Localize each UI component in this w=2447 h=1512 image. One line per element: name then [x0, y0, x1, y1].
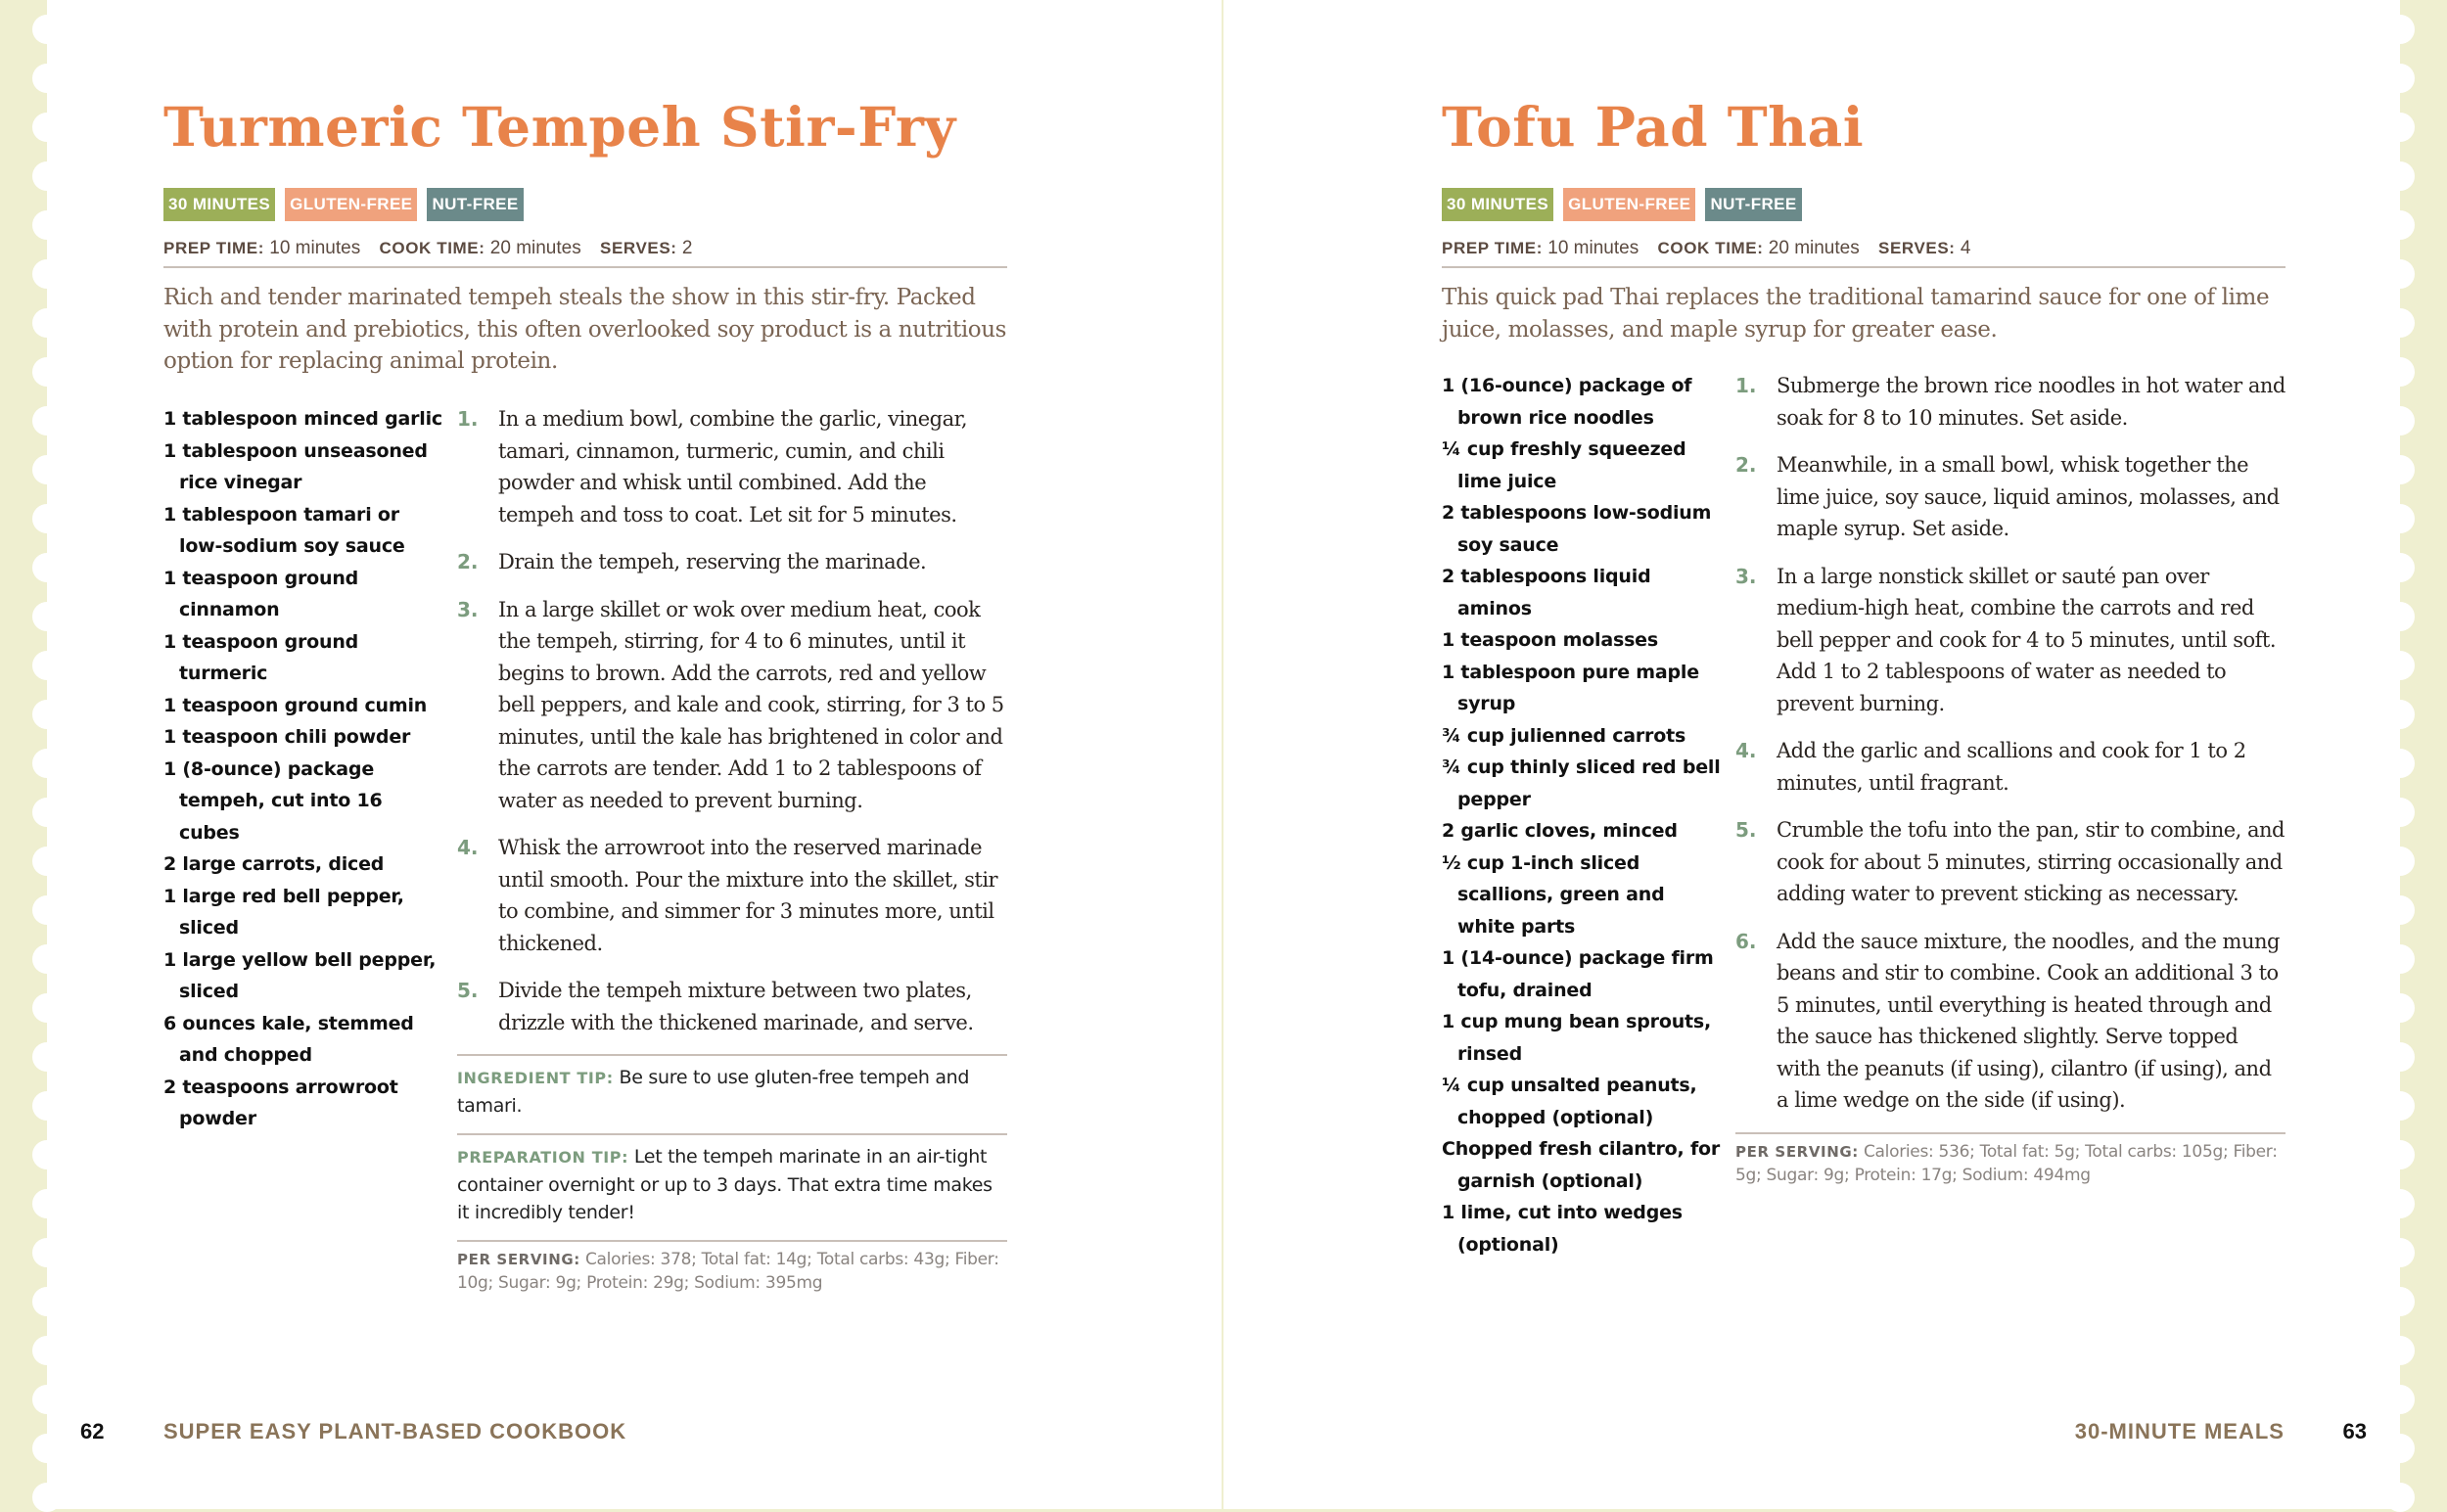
right-page-number: 63: [2342, 1419, 2367, 1443]
scallop-dot: [2385, 406, 2415, 435]
scallop-dot: [2385, 15, 2415, 44]
prep-time-value: 10 minutes: [269, 238, 361, 258]
scallop-dot: [32, 259, 62, 289]
scallop-dot: [32, 455, 62, 484]
scallop-dot: [2385, 357, 2415, 387]
scallop-dot: [2385, 602, 2415, 631]
ingredient-tip-text: Be sure to use gluten-free tempeh and tamari.: [457, 1067, 970, 1117]
scallop-dot: [2385, 1287, 2415, 1316]
step-item: [457, 546, 1007, 578]
recipe-tofu-pad-thai: [1442, 88, 2285, 1256]
scallop-dot: [32, 1091, 62, 1121]
ingredient-item: 1 tablespoon tamari or low-sodium soy sauce: [163, 503, 405, 557]
ingredient-item: ½ cup 1-inch sliced scallions, green and white parts: [1442, 851, 1665, 938]
scallop-dot: [2385, 944, 2415, 974]
scallop-dot: [2385, 700, 2415, 729]
ingredient-item: ¼ cup unsalted peanuts, chopped (optional): [1442, 1075, 1697, 1128]
scallop-dot: [2385, 113, 2415, 142]
scallop-dot: [32, 406, 62, 435]
step-text: In a medium bowl, combine the garlic, vinegar, tamari, cinnamon, turmeric, cumin, and chili powder and whisk until combined. Add the tempeh and toss to coat. Let sit for 5 minutes.: [498, 407, 968, 527]
step-number: 3.: [457, 597, 479, 621]
scallop-dot: [2385, 210, 2415, 240]
ingredient-item: ¼ cup freshly squeezed lime juice: [1442, 438, 1686, 492]
step-item: [1735, 370, 2285, 434]
step-list: [457, 403, 1007, 1038]
ingredient-item: 1 large yellow bell pepper, sliced: [163, 948, 437, 1002]
ingredient-item: 2 tablespoons liquid aminos: [1442, 566, 1651, 619]
preparation-tip-label: PREPARATION TIP:: [457, 1148, 629, 1167]
scallop-dot: [2385, 259, 2415, 289]
step-number: 4.: [1735, 739, 1757, 762]
ingredient-item: 1 teaspoon molasses: [1442, 629, 1658, 651]
recipe-title: Tofu Pad Thai: [1442, 95, 1865, 159]
scallop-dot: [32, 651, 62, 680]
scallop-dot: [32, 1385, 62, 1414]
scallop-dot: [32, 64, 62, 93]
step-text: Meanwhile, in a small bowl, whisk together the lime juice, soy sauce, liquid aminos, molasses, and maple syrup. Set aside.: [1777, 453, 2280, 540]
scallop-dot: [32, 308, 62, 338]
ingredient-item: ¾ cup julienned carrots: [1442, 724, 1686, 747]
scallop-dot: [32, 1287, 62, 1316]
step-item: [1735, 926, 2285, 1117]
scallop-dot: [2385, 895, 2415, 925]
scallop-dot: [32, 895, 62, 925]
ingredient-item: 2 garlic cloves, minced: [1442, 820, 1678, 842]
serves-value: 4: [1960, 238, 1971, 258]
scallop-dot: [32, 1140, 62, 1169]
step-item: [1735, 814, 2285, 910]
step-item: [457, 403, 1007, 530]
step-list: [1735, 370, 2285, 1117]
scallop-dot: [2385, 1434, 2415, 1463]
recipe-tags: [163, 188, 1007, 221]
scallop-dot: [32, 1189, 62, 1218]
scallop-dot: [2385, 993, 2415, 1023]
prep-time-label: PREP TIME:: [1442, 239, 1543, 257]
scallop-dot: [2385, 1483, 2415, 1512]
ingredient-item: 2 teaspoons arrowroot powder: [163, 1076, 398, 1129]
scallop-dot: [32, 602, 62, 631]
step-number: 3.: [1735, 564, 1757, 588]
tag-nut-free: NUT-FREE: [427, 188, 523, 221]
right-running-footer: 30-MINUTE MEALS: [2074, 1419, 2285, 1443]
ingredient-item: 1 (14-ounce) package firm tofu, drained: [1442, 947, 1714, 1001]
step-number: 5.: [457, 979, 479, 1002]
recipe-meta: [163, 231, 1007, 268]
cook-time-label: COOK TIME:: [1657, 239, 1764, 257]
left-scallop-edge: [33, 0, 61, 1509]
scallop-dot: [2385, 847, 2415, 876]
ingredient-list: [163, 403, 447, 1135]
scallop-dot: [2385, 308, 2415, 338]
right-scallop-edge: [2386, 0, 2414, 1509]
step-text: Divide the tempeh mixture between two plates, drizzle with the thickened marinade, and serve.: [498, 979, 974, 1034]
recipe-meta: [1442, 231, 2285, 268]
scallop-dot: [32, 993, 62, 1023]
ingredient-item: 1 teaspoon ground turmeric: [163, 630, 359, 684]
prep-time-value: 10 minutes: [1547, 238, 1639, 258]
preparation-tip: [457, 1133, 1007, 1226]
serves-value: 2: [681, 238, 693, 258]
tag-gluten-free: GLUTEN-FREE: [285, 188, 417, 221]
recipe-title: Turmeric Tempeh Stir-Fry: [163, 95, 956, 159]
cook-time-value: 20 minutes: [1768, 238, 1860, 258]
scallop-dot: [2385, 749, 2415, 778]
scallop-dot: [32, 749, 62, 778]
ingredient-item: 1 teaspoon chili powder: [163, 726, 411, 748]
scallop-dot: [2385, 1189, 2415, 1218]
tag-30-minutes: 30 MINUTES: [163, 188, 275, 221]
step-text: In a large skillet or wok over medium heat, cook the tempeh, stirring, for 4 to 6 minutes, until it begins to brown. Add the carrots, red and yellow bell peppers, and kale and cook, stirring, for 3 to 5 minutes, until the kale has brightened in color and the carrots are tender. Add 1 to 2 tablespoons of water as needed to prevent burning.: [498, 597, 1004, 812]
scallop-dot: [2385, 1091, 2415, 1121]
step-text: In a large nonstick skillet or sauté pan over medium-high heat, combine the carrots and red bell pepper and cook for 4 to 5 minutes, until soft. Add 1 to 2 tablespoons of water as needed to prevent burning.: [1777, 564, 2277, 715]
tag-gluten-free: GLUTEN-FREE: [1563, 188, 1695, 221]
scallop-dot: [32, 504, 62, 533]
recipe-tags: [1442, 188, 2285, 221]
ingredient-item: 1 tablespoon minced garlic: [163, 408, 442, 430]
scallop-dot: [2385, 1336, 2415, 1365]
scallop-dot: [32, 1042, 62, 1072]
step-number: 1.: [1735, 374, 1757, 397]
ingredient-item: ¾ cup thinly sliced red bell pepper: [1442, 756, 1721, 810]
nutrition-text: Calories: 378; Total fat: 14g; Total carbs: 43g; Fiber: 10g; Sugar: 9g; Protein: 29g; Sodium: 395mg: [457, 1250, 999, 1293]
scallop-dot: [32, 1238, 62, 1267]
step-number: 4.: [457, 836, 479, 859]
nutrition-info: [457, 1240, 1007, 1295]
ingredient-item: 1 tablespoon unseasoned rice vinegar: [163, 439, 428, 493]
scallop-dot: [2385, 1238, 2415, 1267]
step-text: Drain the tempeh, reserving the marinade.: [498, 550, 927, 573]
nutrition-label: PER SERVING:: [1735, 1142, 1859, 1161]
ingredient-item: 1 teaspoon ground cinnamon: [163, 567, 359, 620]
cook-time-value: 20 minutes: [489, 238, 581, 258]
scallop-dot: [2385, 1042, 2415, 1072]
nutrition-info: [1735, 1132, 2285, 1187]
step-item: [1735, 561, 2285, 720]
scallop-dot: [32, 847, 62, 876]
step-item: [457, 975, 1007, 1038]
scallop-dot: [32, 1336, 62, 1365]
tag-30-minutes: 30 MINUTES: [1442, 188, 1553, 221]
step-text: Whisk the arrowroot into the reserved marinade until smooth. Pour the mixture into the skillet, stir to combine, and simmer for 3 minutes more, until thickened.: [498, 836, 998, 955]
scallop-dot: [32, 700, 62, 729]
ingredient-item: 6 ounces kale, stemmed and chopped: [163, 1012, 414, 1066]
ingredient-item: 1 large red bell pepper, sliced: [163, 885, 404, 939]
step-number: 5.: [1735, 818, 1757, 842]
scallop-dot: [2385, 161, 2415, 191]
ingredient-item: 1 (8-ounce) package tempeh, cut into 16 cubes: [163, 757, 383, 844]
scallop-dot: [32, 210, 62, 240]
recipe-intro: Rich and tender marinated tempeh steals the show in this stir-fry. Packed with protein and prebiotics, this often overlooked soy product is a nutritious option for replacing animal protein.: [163, 285, 1007, 374]
nutrition-text: Calories: 536; Total fat: 5g; Total carbs: 105g; Fiber: 5g; Sugar: 9g; Protein: 17g; Sodium: 494mg: [1735, 1141, 2278, 1185]
step-text: Add the sauce mixture, the noodles, and the mung beans and stir to combine. Cook an additional 3 to 5 minutes, until everything is heated through and the sauce has thickened slightly. Serve topped with the peanuts (if using), cilantro (if using), and a lime wedge on the side (if using).: [1777, 929, 2280, 1112]
step-number: 1.: [457, 407, 479, 431]
scallop-dot: [2385, 504, 2415, 533]
nutrition-label: PER SERVING:: [457, 1251, 580, 1268]
left-page-number: 62: [80, 1419, 105, 1443]
ingredient-item: 1 lime, cut into wedges (optional): [1442, 1202, 1683, 1256]
left-running-footer: SUPER EASY PLANT-BASED COOKBOOK: [163, 1419, 627, 1443]
prep-time-label: PREP TIME:: [163, 239, 264, 257]
scallop-dot: [32, 15, 62, 44]
ingredient-tip-label: INGREDIENT TIP:: [457, 1069, 614, 1087]
step-number: 2.: [457, 550, 479, 573]
scallop-dot: [2385, 798, 2415, 827]
tag-nut-free: NUT-FREE: [1705, 188, 1801, 221]
scallop-dot: [32, 161, 62, 191]
scallop-dot: [2385, 1140, 2415, 1169]
step-text: Add the garlic and scallions and cook for 1 to 2 minutes, until fragrant.: [1777, 739, 2246, 795]
scallop-dot: [2385, 455, 2415, 484]
ingredient-item: 2 tablespoons low-sodium soy sauce: [1442, 502, 1712, 556]
ingredient-item: 2 large carrots, diced: [163, 853, 385, 875]
step-item: [457, 832, 1007, 959]
steps-column: [457, 403, 1007, 1295]
ingredient-tip: [457, 1054, 1007, 1120]
ingredient-item: Chopped fresh cilantro, for garnish (optional): [1442, 1138, 1721, 1192]
serves-label: SERVES:: [1878, 239, 1956, 257]
ingredient-item: 1 teaspoon ground cumin: [163, 694, 428, 716]
scallop-dot: [32, 1483, 62, 1512]
scallop-dot: [32, 357, 62, 387]
scallop-dot: [2385, 553, 2415, 582]
scallop-dot: [2385, 1385, 2415, 1414]
serves-label: SERVES:: [600, 239, 677, 257]
steps-column: [1735, 370, 2285, 1187]
scallop-dot: [2385, 64, 2415, 93]
preparation-tip-text: Let the tempeh marinate in an air-tight container overnight or up to 3 days. That extra time makes it incredibly tender!: [457, 1146, 993, 1223]
step-text: Submerge the brown rice noodles in hot water and soak for 8 to 10 minutes. Set aside.: [1777, 374, 2285, 430]
step-item: [1735, 449, 2285, 545]
step-item: [1735, 735, 2285, 799]
recipe-intro: This quick pad Thai replaces the traditional tamarind sauce for one of lime juice, molasses, and maple syrup for greater ease.: [1442, 285, 2270, 343]
recipe-turmeric-tempeh: [163, 88, 1007, 1293]
step-item: [457, 594, 1007, 817]
scallop-dot: [32, 553, 62, 582]
ingredient-item: 1 tablespoon pure maple syrup: [1442, 661, 1699, 714]
scallop-dot: [2385, 651, 2415, 680]
cook-time-label: COOK TIME:: [379, 239, 485, 257]
ingredient-list: [1442, 370, 1726, 1260]
scallop-dot: [32, 798, 62, 827]
ingredient-item: 1 (16-ounce) package of brown rice noodles: [1442, 375, 1692, 429]
scallop-dot: [32, 113, 62, 142]
step-text: Crumble the tofu into the pan, stir to combine, and cook for about 5 minutes, stirring occasionally and adding water to prevent sticking as necessary.: [1777, 818, 2285, 905]
scallop-dot: [32, 944, 62, 974]
scallop-dot: [32, 1434, 62, 1463]
step-number: 2.: [1735, 453, 1757, 477]
ingredient-item: 1 cup mung bean sprouts, rinsed: [1442, 1011, 1712, 1065]
step-number: 6.: [1735, 929, 1757, 953]
